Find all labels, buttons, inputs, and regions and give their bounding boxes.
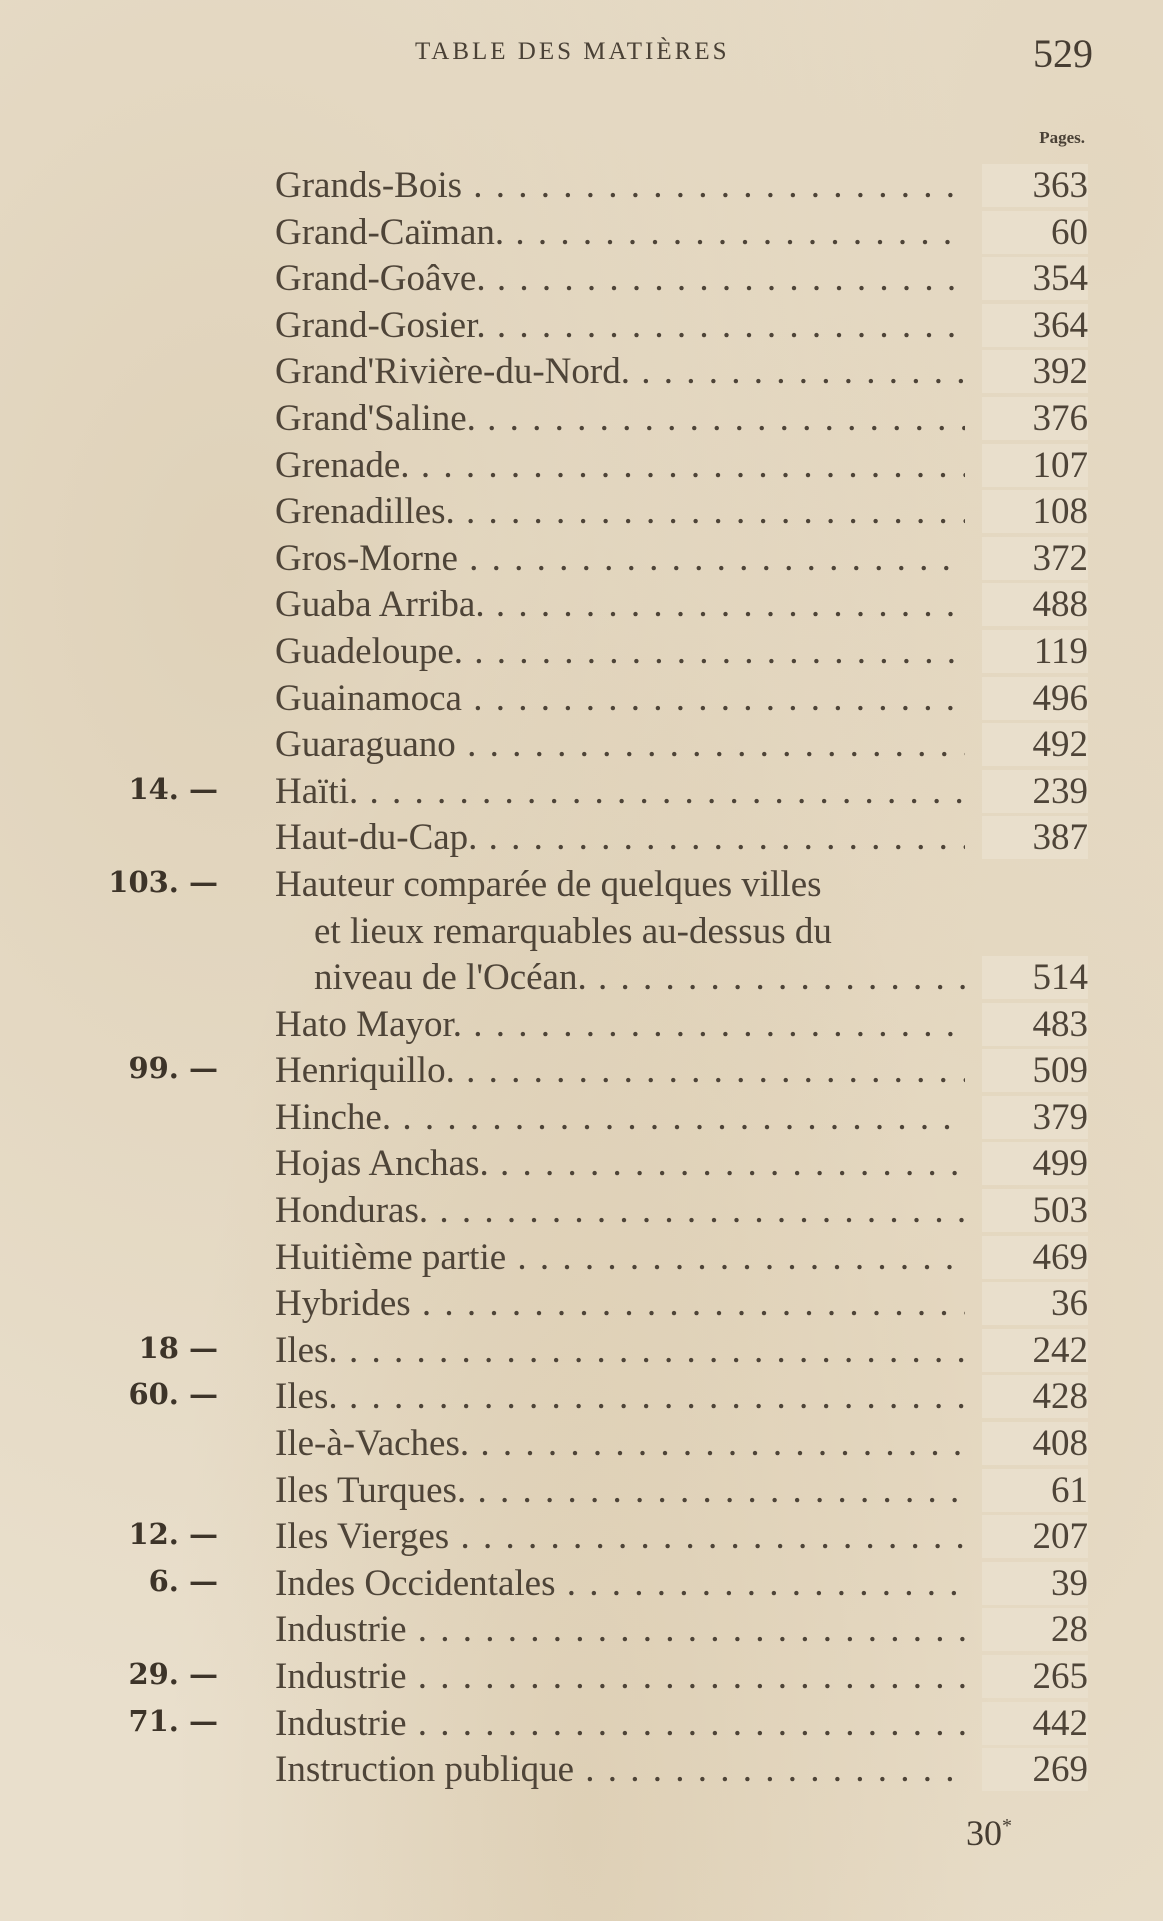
entry-title: Grand-Goâve. . . <box>275 257 965 300</box>
entry-page-number: 492 <box>982 723 1088 766</box>
toc-entry <box>0 721 1163 768</box>
entry-page-number: 28 <box>982 1608 1088 1651</box>
toc-entry <box>0 1187 1163 1234</box>
entry-page-number: 108 <box>982 490 1088 533</box>
entry-title: Grand-Gosier. . . <box>275 304 965 347</box>
entry-page-number: 242 <box>982 1329 1088 1372</box>
running-head: TABLE DES MATIÈRES <box>415 38 730 65</box>
entry-title: Grand'Saline. . . <box>275 397 965 440</box>
printer-signature-mark: 30* <box>966 1813 1012 1853</box>
entry-page-number: 503 <box>982 1189 1088 1232</box>
toc-entry <box>0 768 1163 815</box>
entry-page-number: 496 <box>982 677 1088 720</box>
entry-page-number: 428 <box>982 1375 1088 1418</box>
entry-page-number: 442 <box>982 1702 1088 1745</box>
entry-title: Guaraguano . . <box>275 723 965 766</box>
toc-entry <box>0 302 1163 349</box>
entry-title: Grand-Caïman. . . <box>275 211 965 254</box>
entry-title: Huitième partie . . <box>275 1236 965 1279</box>
entry-page-number: 363 <box>982 164 1088 207</box>
entry-title: Industrie . . <box>275 1702 965 1745</box>
entry-page-number: 488 <box>982 583 1088 626</box>
toc-entry <box>0 255 1163 302</box>
entry-page-number: 499 <box>982 1142 1088 1185</box>
toc-entry <box>0 1746 1163 1793</box>
entry-page-number: 372 <box>982 537 1088 580</box>
chapter-number: 6. — <box>148 1563 218 1598</box>
chapter-number: 71. — <box>128 1703 218 1738</box>
entry-title: Instruction publique . . <box>275 1748 965 1791</box>
entry-page-number: 207 <box>982 1515 1088 1558</box>
entry-page-number: 392 <box>982 350 1088 393</box>
chapter-number: 99. — <box>128 1051 218 1086</box>
toc-entry <box>0 535 1163 582</box>
entry-title: Hato Mayor. . . <box>275 1003 965 1046</box>
entry-page-number: 408 <box>982 1422 1088 1465</box>
chapter-number: 12. — <box>128 1517 218 1552</box>
toc-entry <box>0 1560 1163 1607</box>
toc-entry <box>0 1047 1163 1094</box>
toc-entry <box>0 1513 1163 1560</box>
toc-entry <box>0 861 1163 908</box>
entry-title: Guadeloupe. . . <box>275 630 965 673</box>
toc-entry <box>0 675 1163 722</box>
toc-entry <box>0 1140 1163 1187</box>
entry-page-number: 239 <box>982 770 1088 813</box>
toc-entry <box>0 1234 1163 1281</box>
toc-entry <box>0 1467 1163 1514</box>
toc-entry <box>0 1700 1163 1747</box>
chapter-number: 18 — <box>138 1330 218 1365</box>
entry-page-number: 387 <box>982 816 1088 859</box>
entry-page-number: 107 <box>982 444 1088 487</box>
entry-title: Grands-Bois . . <box>275 164 965 207</box>
toc-entry <box>0 1420 1163 1467</box>
toc-entry <box>0 908 1163 955</box>
entry-title: et lieux remarquables au-dessus du <box>314 910 832 952</box>
entry-title: Grenadilles. . . <box>275 490 965 533</box>
toc-entry <box>0 348 1163 395</box>
entry-page-number: 469 <box>982 1236 1088 1279</box>
entry-title: Hinche. . . <box>275 1096 965 1139</box>
table-of-contents <box>0 162 1163 1793</box>
chapter-number: 14. — <box>128 771 218 806</box>
entry-page-number: 36 <box>982 1282 1088 1325</box>
toc-entry <box>0 1653 1163 1700</box>
entry-page-number: 483 <box>982 1003 1088 1046</box>
entry-page-number: 514 <box>982 956 1088 999</box>
entry-title: Hybrides . . <box>275 1282 965 1325</box>
entry-title: niveau de l'Océan. . . <box>314 956 1004 999</box>
entry-title: Ile-à-Vaches. . . <box>275 1422 965 1465</box>
entry-page-number: 509 <box>982 1049 1088 1092</box>
toc-entry <box>0 1606 1163 1653</box>
entry-page-number: 39 <box>982 1562 1088 1605</box>
entry-page-number: 60 <box>982 211 1088 254</box>
toc-entry <box>0 1373 1163 1420</box>
toc-entry <box>0 1327 1163 1374</box>
entry-title: Hauteur comparée de quelques villes <box>275 863 822 905</box>
entry-title: Indes Occidentales . . <box>275 1562 965 1605</box>
entry-page-number: 379 <box>982 1096 1088 1139</box>
chapter-number: 103. — <box>108 864 218 899</box>
entry-title: Iles Vierges . . <box>275 1515 965 1558</box>
toc-entry <box>0 1001 1163 1048</box>
entry-page-number: 119 <box>982 630 1088 673</box>
pages-column-label: Pages. <box>1039 128 1085 147</box>
entry-title: Iles. . . <box>275 1375 965 1418</box>
entry-title: Grenade. . . <box>275 444 965 487</box>
toc-entry <box>0 1094 1163 1141</box>
entry-title: Guainamoca . . <box>275 677 965 720</box>
entry-title: Guaba Arriba. . . <box>275 583 965 626</box>
entry-page-number: 265 <box>982 1655 1088 1698</box>
entry-title: Henriquillo. . . <box>275 1049 965 1092</box>
toc-entry <box>0 814 1163 861</box>
toc-entry <box>0 395 1163 442</box>
entry-title: Grand'Rivière-du-Nord. . . <box>275 350 965 393</box>
toc-entry <box>0 581 1163 628</box>
entry-page-number: 354 <box>982 257 1088 300</box>
entry-title: Honduras. . . <box>275 1189 965 1232</box>
entry-title: Haïti. . . <box>275 770 965 813</box>
entry-title: Industrie . . <box>275 1608 965 1651</box>
entry-page-number: 364 <box>982 304 1088 347</box>
toc-entry <box>0 488 1163 535</box>
toc-entry <box>0 628 1163 675</box>
toc-entry <box>0 209 1163 256</box>
entry-title: Hojas Anchas. . . <box>275 1142 965 1185</box>
chapter-number: 60. — <box>128 1377 218 1412</box>
toc-entry <box>0 442 1163 489</box>
page-number: 529 <box>1033 31 1093 76</box>
entry-title: Gros-Morne . . <box>275 537 965 580</box>
toc-entry <box>0 1280 1163 1327</box>
toc-entry <box>0 162 1163 209</box>
entry-title: Haut-du-Cap. . . <box>275 816 965 859</box>
chapter-number: 29. — <box>128 1657 218 1691</box>
entry-title: Industrie . . <box>275 1655 965 1698</box>
entry-title: Iles Turques. . . <box>275 1469 965 1512</box>
entry-page-number: 376 <box>982 397 1088 440</box>
entry-page-number: 61 <box>982 1469 1088 1512</box>
entry-page-number: 269 <box>982 1748 1088 1791</box>
entry-title: Iles. . . <box>275 1329 965 1372</box>
toc-entry <box>0 954 1163 1001</box>
